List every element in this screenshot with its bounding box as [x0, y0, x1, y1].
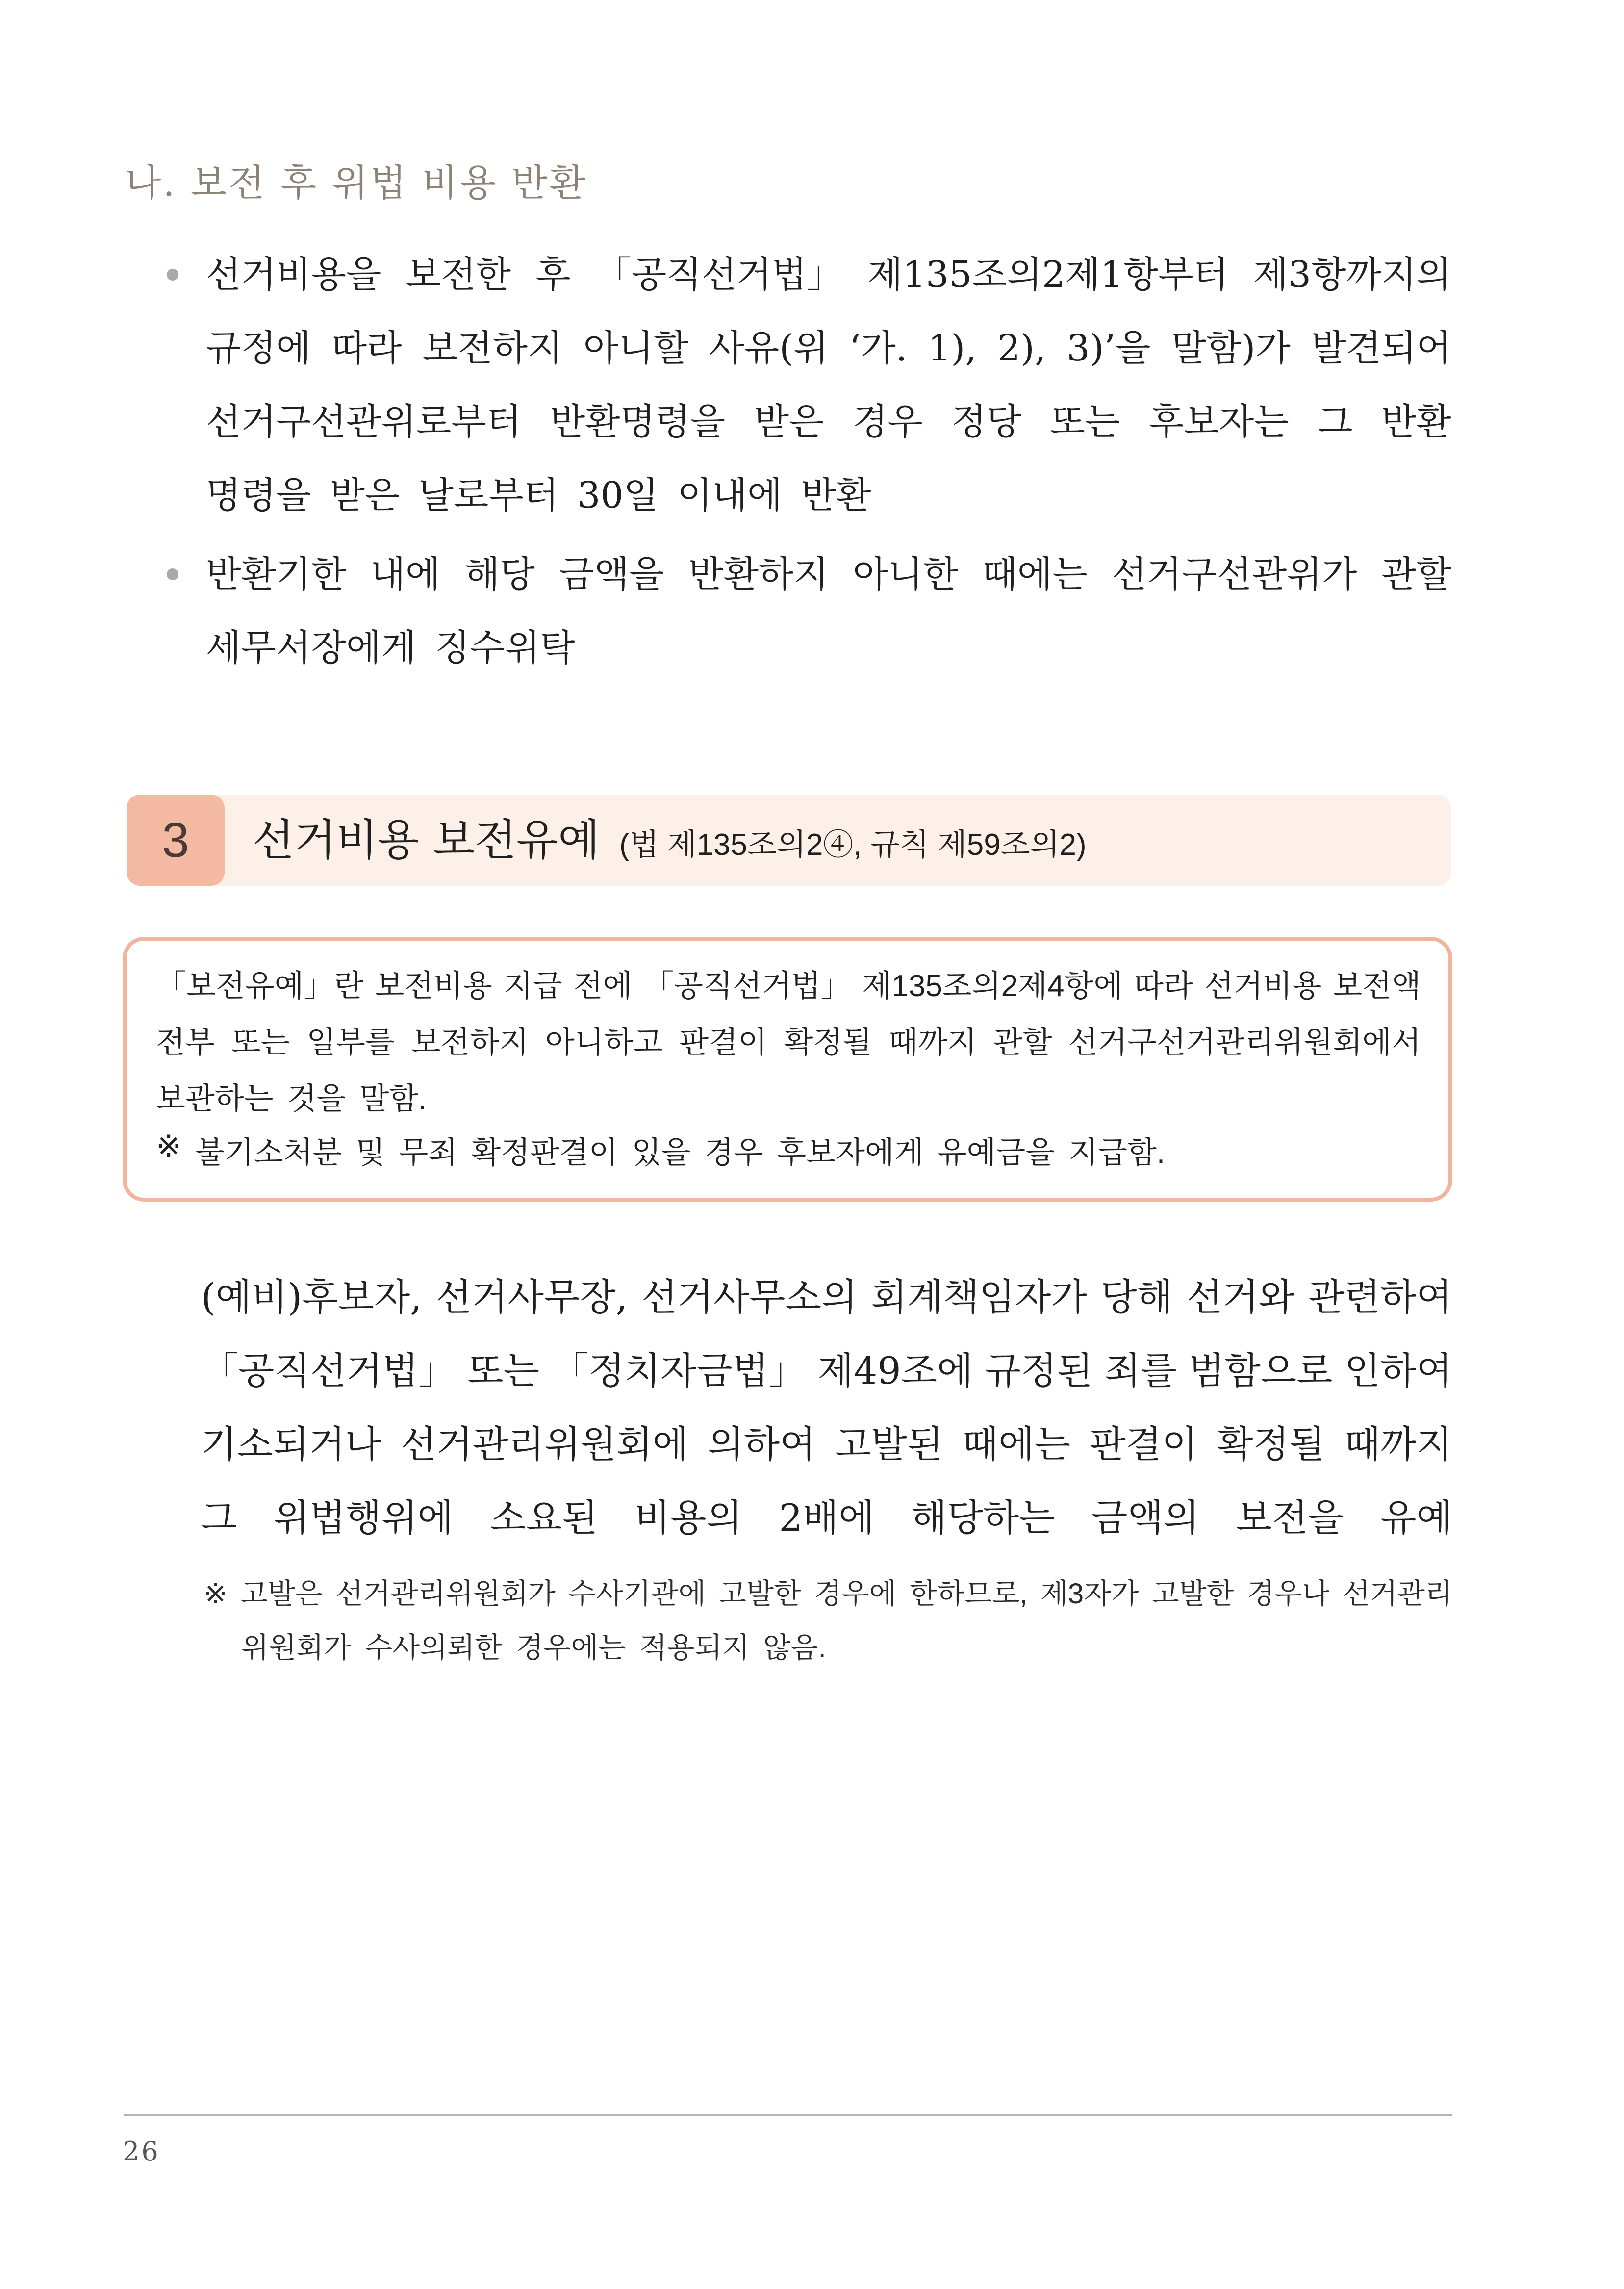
bullet-icon	[167, 568, 178, 580]
bullet-item-1	[206, 238, 1451, 532]
sub-heading: 나. 보전 후 위법 비용 반환	[125, 161, 588, 205]
bullet-1-line-1: 선거비용을 보전한 후 「공직선거법」 제135조의2제1항부터 제3항까지의	[206, 254, 1451, 296]
paragraph-line-4: 그 위법행위에 소요된 비용의 2배에 해당하는 금액의 보전을 유예	[201, 1496, 1452, 1540]
bullet-1-line-4: 명령을 받은 날로부터 30일 이내에 반환	[206, 474, 871, 516]
note-line-2: 위원회가 수사의뢰한 경우에는 적용되지 않음.	[241, 1632, 826, 1664]
note-line-1: ※ 고발은 선거관리위원회가 수사기관에 고발한 경우에 한하므로, 제3자가 고발한 경우나 선거관리	[203, 1578, 1452, 1610]
paragraph-line-1: (예비)후보자, 선거사무장, 선거사무소의 회계책임자가 당해 선거와 관련하여	[201, 1275, 1452, 1319]
definition-line-2: 전부 또는 일부를 보전하지 아니하고 판결이 확정될 때까지 관할 선거구선거관리위원회에서	[156, 1026, 1421, 1059]
footer-divider	[124, 2114, 1452, 2116]
bullet-2-line-2: 세무서장에게 징수위탁	[206, 627, 575, 669]
paragraph-line-3: 기소되거나 선거관리위원회에 의하여 고발된 때에는 판결이 확정될 때까지	[201, 1422, 1452, 1466]
definition-note: ※ 불기소처분 및 무죄 확정판결이 있을 경우 후보자에게 유예금을 지급함.	[156, 1130, 1166, 1170]
section-number-badge: 3	[127, 795, 225, 886]
page-number: 26	[123, 2136, 160, 2167]
section-title-text: 선거비용 보전유예	[253, 815, 600, 865]
bullet-icon	[167, 269, 178, 281]
definition-line-3: 보관하는 것을 말함.	[156, 1082, 427, 1116]
section-title	[253, 795, 1087, 886]
definition-line-1: 「보전유예」란 보전비용 지급 전에 「공직선거법」 제135조의2제4항에 따라 선거비용 보전액	[156, 969, 1421, 1003]
bullet-item-2	[206, 538, 1451, 685]
bullet-1-line-2: 규정에 따라 보전하지 아니할 사유(위 ‘가. 1), 2), 3)’을 말함)가 발견되어	[206, 327, 1451, 369]
bullet-2-line-1: 반환기한 내에 해당 금액을 반환하지 아니한 때에는 선거구선관위가 관할	[206, 553, 1451, 595]
paragraph-line-2: 「공직선거법」 또는 「정치자금법」 제49조에 규정된 죄를 범함으로 인하여	[201, 1349, 1452, 1392]
section-reference: (법 제135조의2④, 규칙 제59조의2)	[619, 828, 1087, 862]
bullet-1-line-3: 선거구선관위로부터 반환명령을 받은 경우 정당 또는 후보자는 그 반환	[206, 401, 1451, 443]
